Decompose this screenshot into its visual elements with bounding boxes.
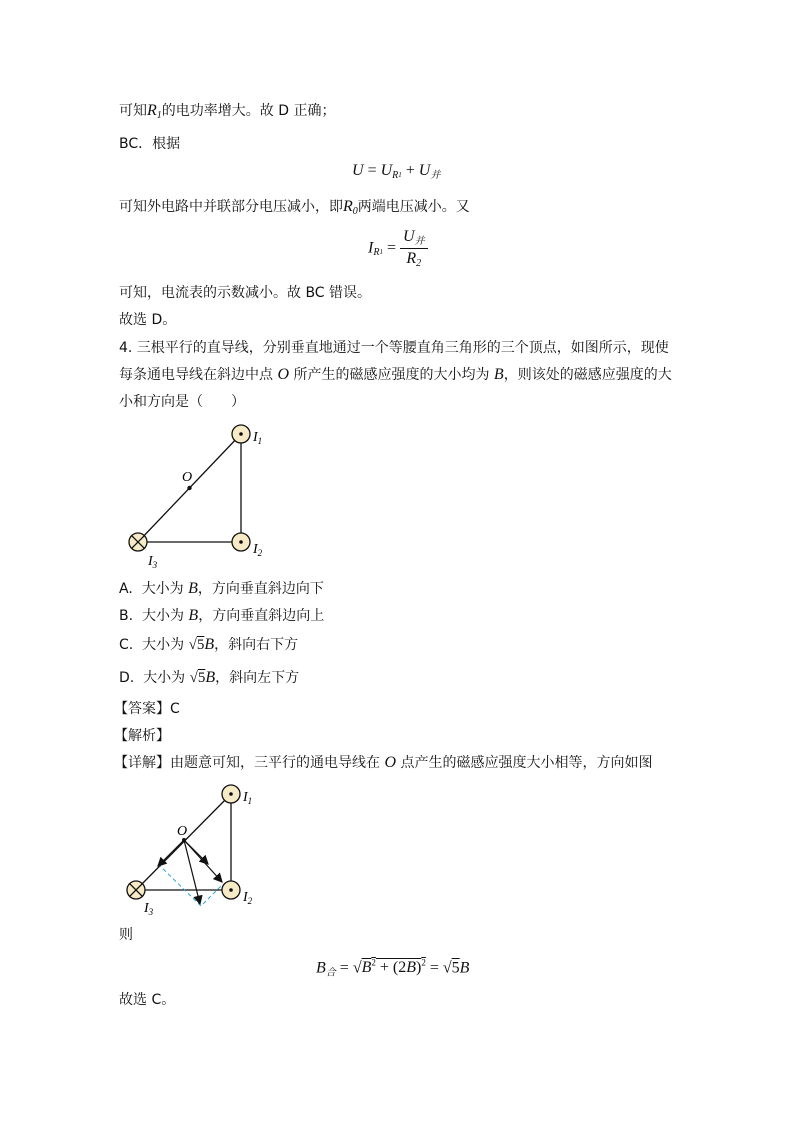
label-i2-sub: 2: [257, 548, 263, 558]
label-i3: I: [148, 554, 153, 569]
option-b: B. 大小为 B，方向垂直斜边向上: [119, 607, 325, 624]
svg-text:I2: [252, 542, 263, 558]
equation-voltage-sum: $U = U_R1 + U_并$: [352, 162, 441, 181]
field-vectors-figure: [118, 778, 268, 918]
svg-text:I1: [242, 790, 252, 806]
wire-i3-in-icon-2: [127, 881, 145, 899]
then-label: 则: [119, 927, 133, 943]
vector-arrow-left: [158, 840, 184, 866]
svg-text:I1: [252, 430, 262, 446]
wire-i1-out-icon: [232, 425, 250, 443]
svg-text:I3: [143, 901, 154, 917]
label-i1: I: [253, 430, 258, 445]
text-line-parallel-voltage: 可知外电路中并联部分电压减小，即$R_0$两端电压减小。又: [119, 198, 470, 217]
label-i1-2: I: [243, 790, 248, 805]
label-i2: I: [253, 542, 258, 557]
question-line-2: 每条通电导线在斜边中点 O 所产生的磁感应强度的大小均为 B，则该处的磁感应强度的大: [119, 366, 672, 383]
equation-current: $I_R1$ = $\frac{U_并}{R_2}$: [368, 228, 428, 269]
wire-i2-out-icon-2: [222, 881, 240, 899]
text-line-ammeter: 可知，电流表的示数减小。故 BC 错误。: [119, 285, 372, 301]
label-i3-sub: 3: [152, 560, 158, 570]
svg-text:I2: [242, 890, 253, 906]
triangle-wires-figure: [118, 418, 288, 573]
label-o: O: [182, 470, 193, 485]
label-i1-sub-2: 1: [247, 796, 253, 806]
text-line-r1-power: 可知$R_1$的电功率增大。故 D 正确；: [119, 102, 336, 121]
option-d: D. 大小为 √5B，斜向左下方: [119, 669, 300, 686]
midpoint-o-dot: [187, 486, 191, 490]
label-i2-sub-2: 2: [247, 896, 253, 906]
text-line-choose-d: 故选 D。: [119, 312, 177, 328]
wire-i1-out-icon-2: [222, 785, 240, 803]
detail-line: 【详解】由题意可知，三平行的通电导线在 O 点产生的磁感应强度大小相等，方向如图: [114, 754, 653, 771]
text-line-bc: BC．根据: [119, 136, 181, 152]
final-answer-line: 故选 C。: [119, 992, 176, 1008]
label-o-2: O: [177, 824, 188, 839]
analysis-label: 【解析】: [114, 728, 170, 744]
label-i3-sub-2: 3: [148, 907, 154, 917]
answer-label: 【答案】C: [114, 701, 180, 717]
option-a: A. 大小为 B，方向垂直斜边向下: [119, 580, 324, 597]
option-c: C. 大小为 √5B，斜向右下方: [119, 636, 299, 653]
parallelogram-dashed: [158, 864, 223, 906]
question-line-1: 4. 三根平行的直导线，分别垂直地通过一个等腰直角三角形的三个顶点，如图所示，现使: [119, 340, 669, 356]
question-line-3: 小和方向是（ ）: [119, 394, 245, 410]
wire-i2-out-icon: [232, 533, 250, 551]
wire-i3-in-icon: [129, 533, 147, 551]
label-i2-2: I: [243, 890, 248, 905]
label-i1-sub: 1: [257, 436, 263, 446]
label-i3-2: I: [144, 901, 149, 916]
svg-text:I3: [147, 554, 158, 570]
equation-resultant: $B_合 = √B^2 + (2B)^2 = √5B$: [316, 958, 470, 979]
